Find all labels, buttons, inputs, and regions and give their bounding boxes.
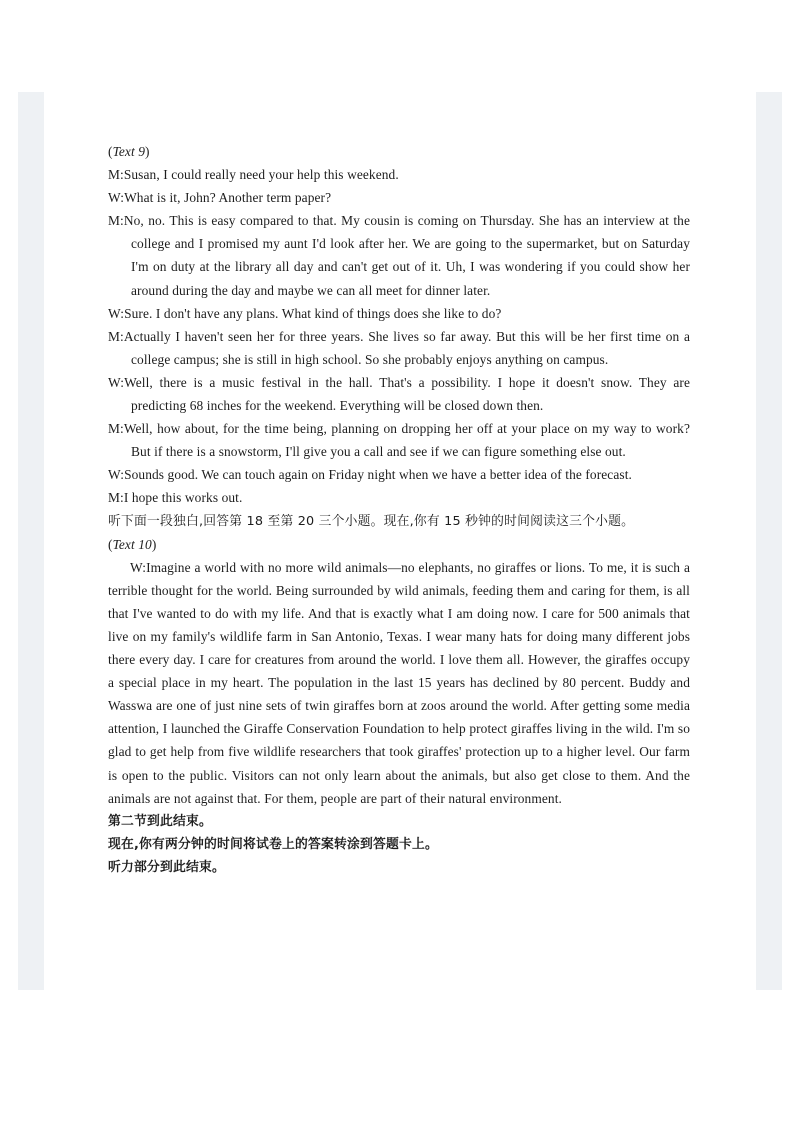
- section-end-note: 第二节到此结束。: [108, 813, 212, 829]
- answer-transfer-note: 现在,你有两分钟的时间将试卷上的答案转涂到答题卡上。: [108, 836, 438, 852]
- dialogue-line: W:Sure. I don't have any plans. What kind of things does she like to do?: [108, 305, 502, 321]
- text10-heading: (Text 10): [108, 536, 157, 552]
- speaker-tag: M:: [108, 421, 124, 437]
- dialogue-line: M:Susan, I could really need your help this weekend.: [108, 167, 399, 183]
- text10-label: Text 10: [112, 536, 152, 552]
- dialogue-line: M:I hope this works out.: [108, 490, 243, 506]
- dialogue-line: W:What is it, John? Another term paper?: [108, 190, 332, 206]
- right-margin-strip: [756, 92, 782, 990]
- speaker-tag: M:: [108, 213, 124, 229]
- instruction-18-20: 听下面一段独白,回答第 18 至第 20 三个小题。现在,你有 15 秒钟的时间阅读这三个小题。: [108, 513, 635, 529]
- listening-end-note: 听力部分到此结束。: [108, 859, 225, 875]
- speaker-tag: W:: [108, 374, 125, 390]
- dialogue-line: M:Actually I haven't seen her for three years. She lives so far away. But this will be her first time on a college campus; she is still in high school. So she probably enjoys anything on campus.: [108, 328, 690, 367]
- speaker-tag: W:: [130, 559, 147, 575]
- dialogue-line: W:Well, there is a music festival in the hall. That's a possibility. I hope it doesn't snow. They are predicting 68 inches for the weekend. Everything will be closed down then.: [108, 374, 690, 414]
- monologue-paragraph: W:Imagine a world with no more wild animals—no elephants, no giraffes or lions. To me, it is such a terrible thought for the world. Being surrounded by wild animals, feeding them and caring for them, is all that I've wanted to do with my life. And that is exactly what I am doing now. I care for 500 animals that live on my family's wildlife farm in San Antonio, Texas. I wear many hats for doing many different jobs there every day. I care for creatures from around the world. I love them all. However, the giraffes occupy a special place in my heart. The population in the last 15 years has declined by 80 percent. Buddy and Wasswa are one of just nine sets of twin giraffes born at zoos around the world. After getting some media attention, I launched the Giraffe Conservation Foundation to help protect giraffes living in the wild. I'm so glad to get help from five wildlife researchers that took giraffes' protection up to a higher level. Our farm is open to the public. Visitors can not only learn about the animals, but also get close to them. And the animals are not against that. For them, people are part of their natural environment.: [108, 559, 690, 806]
- speaker-tag: W:: [108, 305, 125, 321]
- speaker-tag: M:: [108, 490, 124, 506]
- text9-heading: (Text 9): [108, 144, 150, 159]
- speaker-tag: M:: [108, 328, 124, 344]
- exam-page: [108, 140, 690, 879]
- speaker-tag: M:: [108, 167, 124, 183]
- dialogue-line: W:Sounds good. We can touch again on Friday night when we have a better idea of the forecast.: [108, 467, 632, 483]
- text9-label: Text 9: [112, 144, 146, 159]
- dialogue-line: M:Well, how about, for the time being, planning on dropping her off at your place on my way to work? But if there is a snowstorm, I'll give you a call and see if we can figure something else out.: [108, 421, 690, 460]
- speaker-tag: W:: [108, 467, 125, 483]
- speaker-tag: W:: [108, 190, 125, 206]
- dialogue-line: M:No, no. This is easy compared to that. My cousin is coming on Thursday. She has an interview at the college and I promised my aunt I'd look after her. We are going to the supermarket, but on Saturday I'm on duty at the library all day and can't get out of it. Uh, I was wondering if you could show her around during the day and maybe we can all meet for dinner later.: [108, 213, 690, 298]
- left-margin-strip: [18, 92, 44, 990]
